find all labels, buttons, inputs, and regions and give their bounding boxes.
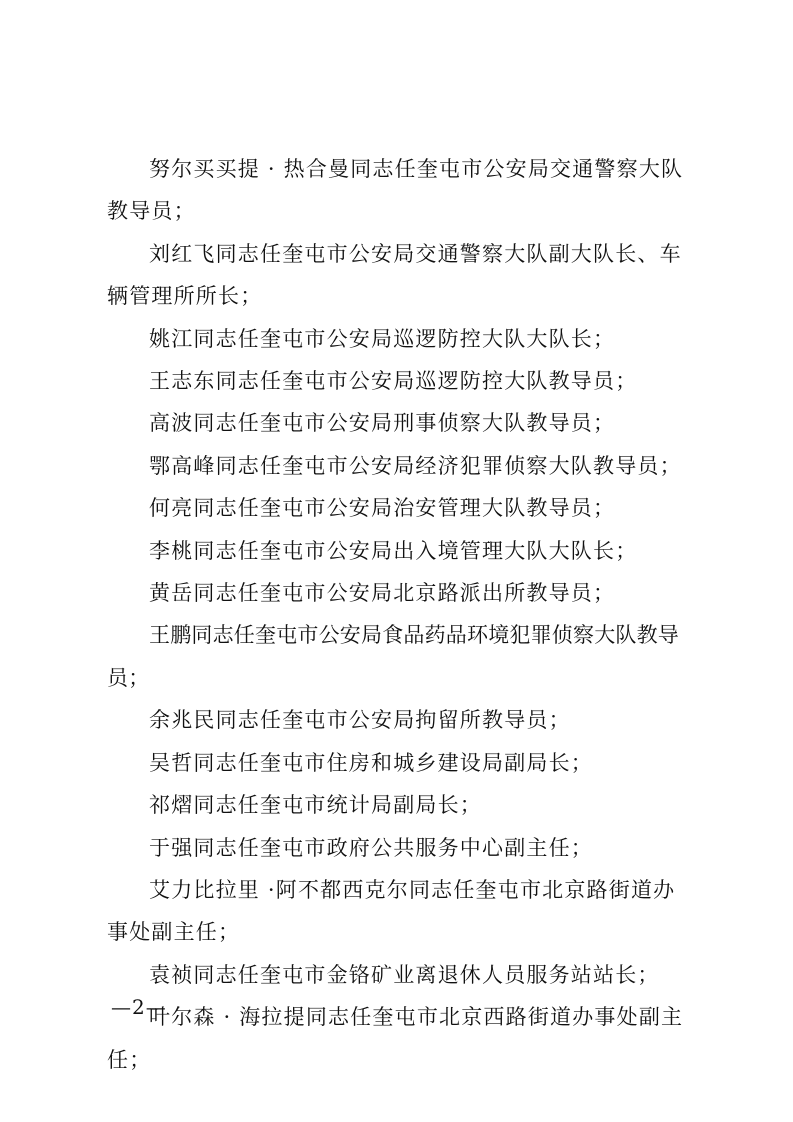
paragraph-2: 刘红飞同志任奎屯市公安局交通警察大队副大队长、车辆管理所所长；: [107, 241, 682, 309]
paragraph-15: 艾力比拉里 ·阿不都西克尔同志任奎屯市北京路街道办事处副主任；: [107, 877, 676, 945]
paragraph-5: 高波同志任奎屯市公安局刑事侦察大队教导员；: [149, 411, 616, 436]
paragraph-16: 袁祯同志任奎屯市金铬矿业离退休人员服务站站长；: [149, 962, 660, 987]
paragraph-6: 鄂高峰同志任奎屯市公安局经济犯罪侦察大队教导员；: [149, 453, 682, 478]
paragraph-10: 王鹏同志任奎屯市公安局食品药品环境犯罪侦察大队教导员；: [107, 623, 679, 690]
appointment-list: [107, 148, 697, 1081]
paragraph-12: 吴哲同志任奎屯市住房和城乡建设局副局长；: [149, 750, 593, 775]
paragraph-17: 叶尔森 · 海拉提同志任奎屯市北京西路街道办事处副主任；: [107, 1005, 684, 1072]
paragraph-8: 李桃同志任奎屯市公安局出入境管理大队大队长；: [149, 538, 638, 563]
paragraph-3: 姚江同志任奎屯市公安局巡逻防控大队大队长；: [149, 326, 616, 351]
paragraph-9: 黄岳同志任奎屯市公安局北京路派出所教导员；: [149, 581, 616, 606]
paragraph-4: 王志东同志任奎屯市公安局巡逻防控大队教导员；: [149, 369, 638, 394]
paragraph-7: 何亮同志任奎屯市公安局治安管理大队教导员；: [149, 496, 616, 521]
paragraph-1: 努尔买买提 · 热合曼同志任奎屯市公安局交通警察大队教导员；: [107, 157, 684, 224]
paragraph-13: 祁熠同志任奎屯市统计局副局长；: [149, 793, 482, 818]
paragraph-14: 于强同志任奎屯市政府公共服务中心副主任；: [149, 835, 593, 860]
page-number: —2—: [111, 995, 167, 1019]
paragraph-11: 余兆民同志任奎屯市公安局拘留所教导员；: [149, 708, 571, 733]
